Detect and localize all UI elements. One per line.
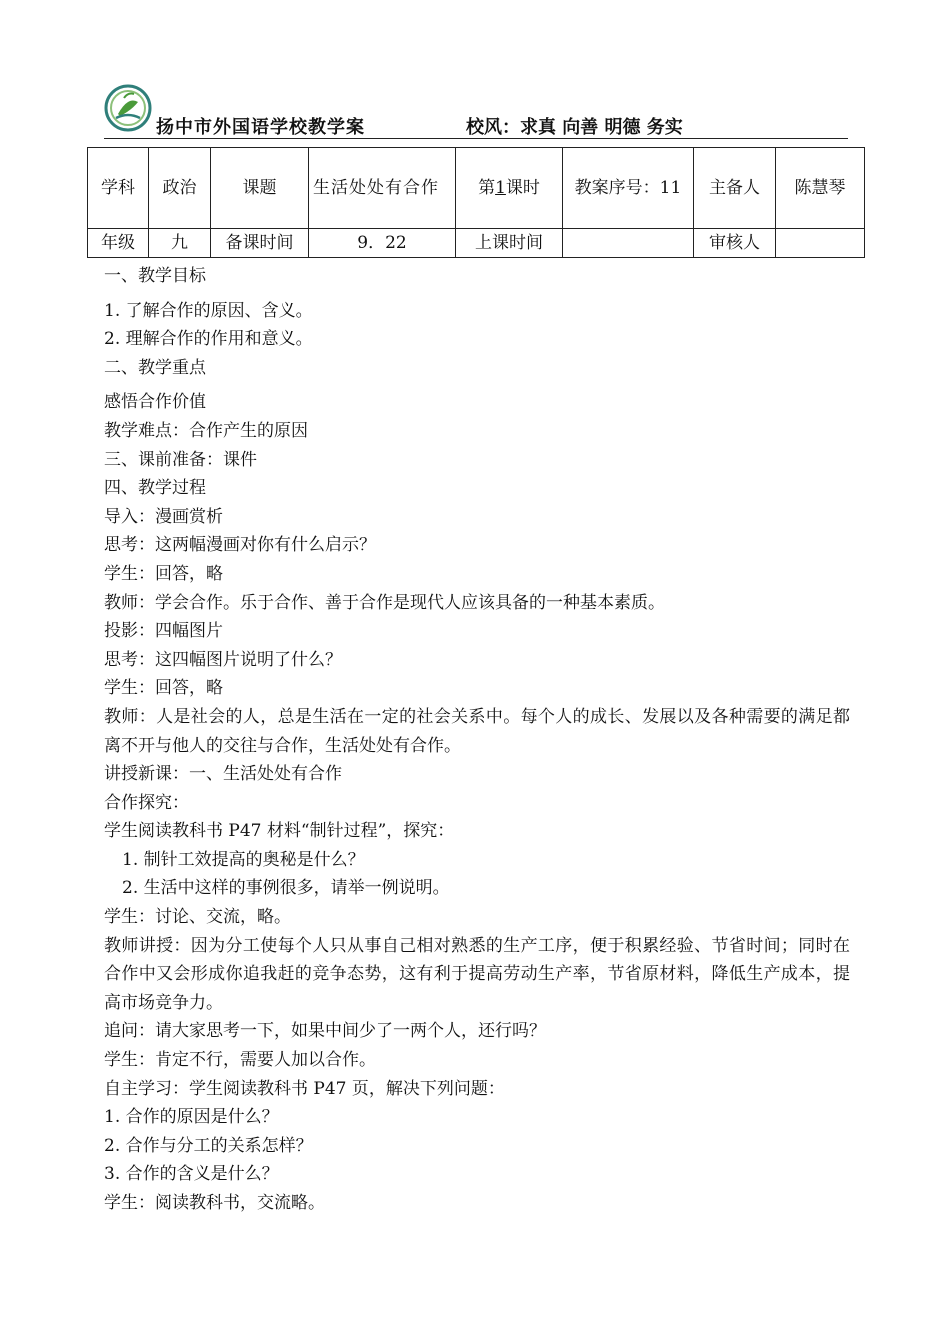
period-suffix: 课时 [505, 178, 540, 198]
paragraph: 教师讲授：因为分工使每个人只从事自己相对熟悉的生产工序，便于积累经验、节省时间；同时在合作中又会形成你追我赶的竞争态势，这有利于提高劳动生产率，节省原材料，降低生产成本，提高市场竞争力。 [104, 935, 850, 1013]
paragraph: 学生：阅读教科书，交流略。 [104, 1193, 325, 1213]
objective-item: 2. 理解合作的作用和意义。 [104, 329, 313, 350]
lesson-content [104, 262, 850, 1218]
paragraph: 追问：请大家思考一下，如果中间少了一两个人，还行吗？ [104, 1021, 546, 1042]
plan-number: 教案序号：11 [563, 148, 694, 229]
section-heading-process: 四、教学过程 [104, 478, 206, 499]
lesson-info-table [87, 147, 865, 258]
paragraph: 学生：肯定不行，需要人加以合作。 [104, 1050, 376, 1071]
period-cell [456, 148, 563, 229]
school-logo-icon [104, 84, 152, 132]
paragraph: 学生：回答，略 [104, 678, 223, 699]
class-time-label: 上课时间 [456, 229, 563, 258]
period-prefix: 第 [478, 178, 496, 198]
header-divider [104, 138, 848, 139]
topic-value: 生活处处有合作 [309, 148, 456, 229]
list-item: 3. 合作的含义是什么？ [104, 1164, 279, 1185]
paragraph: 教师：学会合作。乐于合作、善于合作是现代人应该具备的一种基本素质。 [104, 592, 665, 613]
prep-time-value: 9．22 [309, 229, 456, 258]
paragraph: 投影：四幅图片 [104, 621, 223, 642]
grade-value: 九 [149, 229, 211, 258]
school-motto: 校风：求真 向善 明德 务实 [466, 117, 683, 138]
grade-label: 年级 [88, 229, 149, 258]
class-time-value [563, 229, 694, 258]
paragraph: 合作探究： [104, 792, 189, 813]
preparer-value: 陈慧琴 [776, 148, 865, 229]
paragraph: 导入：漫画赏析 [104, 506, 223, 527]
list-item: 2. 合作与分工的关系怎样？ [104, 1135, 313, 1156]
section-heading-preparation: 三、课前准备：课件 [104, 449, 257, 470]
table-row [88, 229, 865, 258]
key-point: 感悟合作价值 [104, 392, 206, 413]
paragraph: 思考：这四幅图片说明了什么？ [104, 649, 342, 670]
table-row [88, 148, 865, 229]
list-item: 1. 制针工效提高的奥秘是什么？ [122, 849, 365, 870]
paragraph: 思考：这两幅漫画对你有什么启示？ [104, 535, 376, 556]
paragraph: 教师：人是社会的人，总是生活在一定的社会关系中。每个人的成长、发展以及各种需要的满足都离不开与他人的交往与合作，生活处处有合作。 [104, 706, 850, 756]
preparer-label: 主备人 [694, 148, 776, 229]
section-heading-key-points: 二、教学重点 [104, 357, 206, 378]
paragraph: 讲授新课：一、生活处处有合作 [104, 764, 342, 785]
document-header [104, 84, 848, 140]
paragraph: 自主学习：学生阅读教科书 P47 页，解决下列问题： [104, 1078, 505, 1099]
subject-value: 政治 [149, 148, 211, 229]
subject-label: 学科 [88, 148, 149, 229]
period-number: 1 [495, 178, 506, 198]
reviewer-label: 审核人 [694, 229, 776, 258]
prep-time-label: 备课时间 [211, 229, 309, 258]
paragraph: 学生：讨论、交流，略。 [104, 907, 291, 928]
reviewer-value [776, 229, 865, 258]
topic-label: 课题 [211, 148, 309, 229]
school-title: 扬中市外国语学校教学案 [156, 117, 365, 138]
difficult-point: 教学难点：合作产生的原因 [104, 420, 308, 441]
objective-item: 1. 了解合作的原因、含义。 [104, 300, 313, 321]
section-heading-objectives: 一、教学目标 [104, 266, 206, 286]
paragraph: 学生：回答，略 [104, 563, 223, 584]
list-item: 1. 合作的原因是什么？ [104, 1107, 279, 1128]
list-item: 2. 生活中这样的事例很多，请举一例说明。 [122, 878, 450, 899]
paragraph: 学生阅读教科书 P47 材料“制针过程”，探究： [104, 821, 455, 842]
